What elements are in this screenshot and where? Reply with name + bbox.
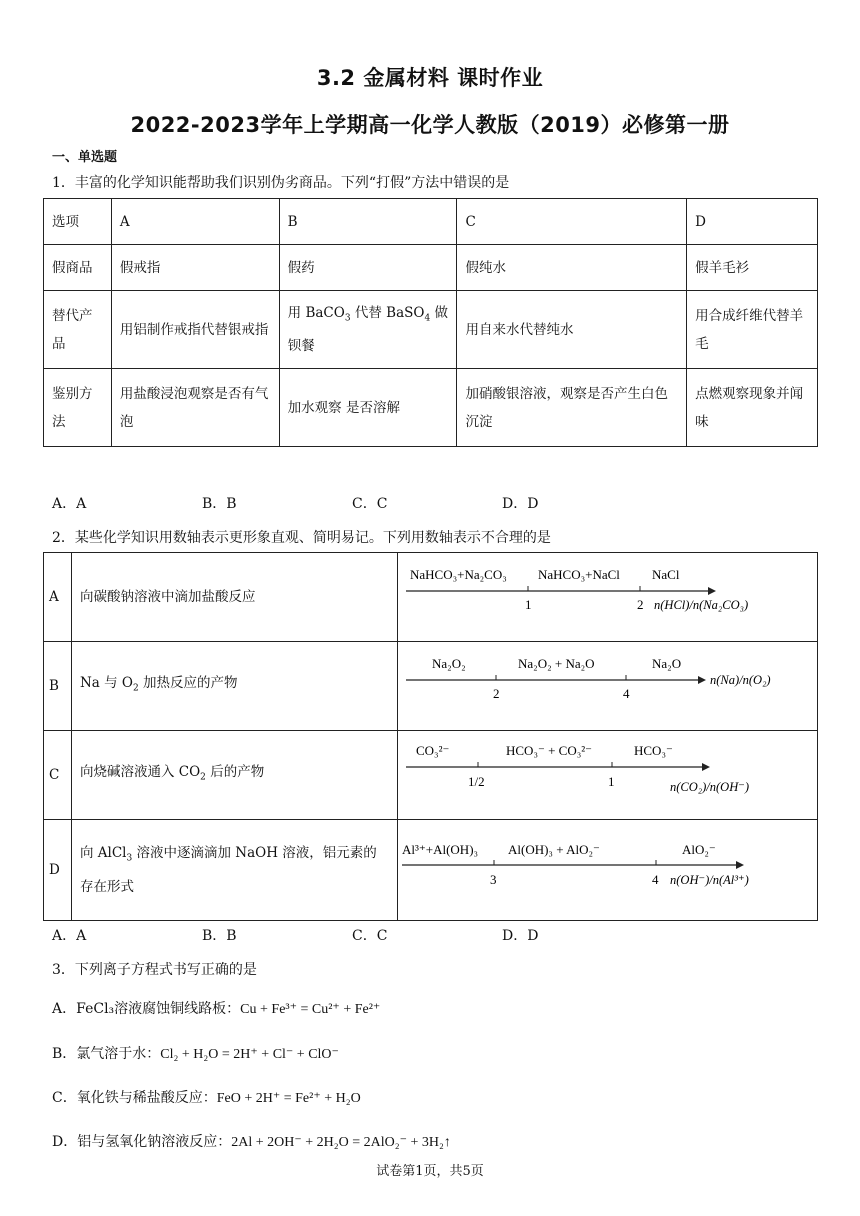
tick-label: 2: [492, 686, 500, 701]
number-line-a: [398, 553, 816, 631]
table-row: [44, 245, 818, 291]
axis-label: n(CO₂)/n(OH⁻): [669, 780, 749, 794]
table-cell: 鉴别方法: [44, 369, 112, 447]
q2-option-a: A．A: [52, 928, 87, 944]
number-line-c: [398, 731, 816, 809]
table-row: [44, 369, 818, 447]
number-line-cell: [397, 820, 817, 921]
axis-label: n(HCl)/n(Na₂CO₃): [653, 598, 749, 612]
row-label: C: [44, 731, 72, 820]
tick-label: 4: [651, 872, 659, 887]
number-line-cell: [397, 553, 817, 642]
region-label: CO₃²⁻: [415, 743, 450, 758]
axis-arrow: [736, 861, 744, 869]
number-line-cell: [397, 731, 817, 820]
tick-label: 1/2: [467, 774, 485, 789]
region-label: AlO₂⁻: [681, 842, 716, 857]
section-heading: 一、单选题: [52, 150, 118, 165]
axis-label: n(Na)/n(O₂): [709, 673, 771, 687]
table-cell: 假羊毛衫: [687, 245, 818, 291]
table-cell: B: [279, 199, 457, 245]
table-cell: 假药: [279, 245, 457, 291]
axis-arrow: [702, 763, 710, 771]
row-description: 向碳酸钠溶液中滴加盐酸反应: [71, 553, 397, 642]
table-cell: 点燃观察现象并闻味: [687, 369, 818, 447]
region-label: Na₂O₂ + Na₂O: [517, 656, 595, 671]
q3-option-a: A．FeCl₃溶液腐蚀铜线路板：Cu + Fe³⁺ = Cu²⁺ + Fe²⁺: [52, 1001, 381, 1017]
table-cell: 加硝酸银溶液，观察是否产生白色沉淀: [457, 369, 687, 447]
tick-label: 2: [636, 597, 644, 612]
q1-option-a: A．A: [52, 496, 87, 512]
tick-label: 1: [607, 774, 615, 789]
q1-option-c: C．C: [352, 496, 388, 512]
region-label: Na₂O₂: [431, 656, 466, 671]
row-description: 向 AlCl$_3$ 溶液中逐滴滴加 NaOH 溶液，铝元素的存在形式: [71, 820, 397, 921]
region-label: Al³⁺+Al(OH)₃: [401, 842, 479, 857]
row-description: 向烧碱溶液通入 $CO_2$ 后的产物: [71, 731, 397, 820]
question-2-stem: 2．某些化学知识用数轴表示更形象直观、简明易记。下列用数轴表示不合理的是: [52, 530, 551, 546]
region-label: NaCl: [651, 567, 680, 582]
question-1-table: [43, 198, 818, 447]
region-label: Na₂O: [651, 656, 682, 671]
table-row: [44, 291, 818, 369]
q2-option-c: C．C: [352, 928, 388, 944]
question-2-table: [43, 552, 818, 921]
equation: Cl₂ + H₂O = 2H⁺ + Cl⁻ + ClO⁻: [160, 1047, 339, 1062]
region-label: NaHCO₃+Na₂CO₃: [409, 567, 507, 582]
table-cell: C: [457, 199, 687, 245]
q3-option-d: D．铝与氢氧化钠溶液反应：2Al + 2OH⁻ + 2H₂O = 2AlO₂⁻ + 3H₂↑: [52, 1134, 451, 1150]
equation: FeO + 2H⁺ = Fe²⁺ + H₂O: [216, 1091, 361, 1106]
table-row: [44, 199, 818, 245]
q1-option-d: D．D: [502, 496, 539, 512]
row-label: A: [44, 553, 72, 642]
row-label: B: [44, 642, 72, 731]
table-cell: 用自来水代替纯水: [457, 291, 687, 369]
table-cell: 用合成纤维代替羊毛: [687, 291, 818, 369]
page-footer: 试卷第1页，共5页: [376, 1164, 484, 1179]
row-description: Na 与 $O_2$ 加热反应的产物: [71, 642, 397, 731]
table-row: [44, 820, 818, 921]
title-line-1: 3.2 金属材料 课时作业: [316, 66, 544, 90]
q2-option-b: B．B: [202, 928, 237, 944]
row-label: D: [44, 820, 72, 921]
axis-label: n(OH⁻)/n(Al³⁺): [669, 873, 749, 887]
table-cell: 用铝制作戒指代替银戒指: [111, 291, 279, 369]
region-label: HCO₃⁻ + CO₃²⁻: [505, 743, 593, 758]
table-cell: 假戒指: [111, 245, 279, 291]
tick-label: 4: [622, 686, 630, 701]
number-line-d: [398, 820, 816, 910]
table-cell: 替代产品: [44, 291, 112, 369]
number-line-b: [398, 642, 816, 720]
axis-arrow: [698, 676, 706, 684]
question-3-stem: 3．下列离子方程式书写正确的是: [52, 962, 257, 978]
table-row: [44, 731, 818, 820]
region-label: Al(OH)₃ + AlO₂⁻: [507, 842, 600, 857]
table-cell: 用盐酸浸泡观察是否有气泡: [111, 369, 279, 447]
table-cell: 选项: [44, 199, 112, 245]
q3-option-b: B．氯气溶于水：Cl₂ + H₂O = 2H⁺ + Cl⁻ + ClO⁻: [52, 1046, 339, 1062]
table-cell: D: [687, 199, 818, 245]
table-row: [44, 553, 818, 642]
table-cell: 加水观察 是否溶解: [279, 369, 457, 447]
tick-label: 3: [489, 872, 497, 887]
q1-option-b: B．B: [202, 496, 237, 512]
table-cell: A: [111, 199, 279, 245]
table-cell: 假纯水: [457, 245, 687, 291]
q2-option-d: D．D: [502, 928, 539, 944]
table-cell: 假商品: [44, 245, 112, 291]
region-label: NaHCO₃+NaCl: [537, 567, 620, 582]
table-cell: 用 BaCO$_3$ 代替 BaSO$_4$ 做钡餐: [279, 291, 457, 369]
table-row: [44, 642, 818, 731]
axis-arrow: [708, 587, 716, 595]
number-line-cell: [397, 642, 817, 731]
region-label: HCO₃⁻: [633, 743, 673, 758]
question-1-stem: 1．丰富的化学知识能帮助我们识别伪劣商品。下列“打假”方法中错误的是: [52, 175, 510, 191]
equation: 2Al + 2OH⁻ + 2H₂O = 2AlO₂⁻ + 3H₂↑: [231, 1135, 451, 1150]
title-line-2: 2022-2023学年上学期高一化学人教版（2019）必修第一册: [130, 113, 730, 137]
tick-label: 1: [524, 597, 532, 612]
equation: Cu + Fe³⁺ = Cu²⁺ + Fe²⁺: [240, 1002, 381, 1017]
q3-option-c: C．氧化铁与稀盐酸反应：FeO + 2H⁺ = Fe²⁺ + H₂O: [52, 1090, 361, 1106]
